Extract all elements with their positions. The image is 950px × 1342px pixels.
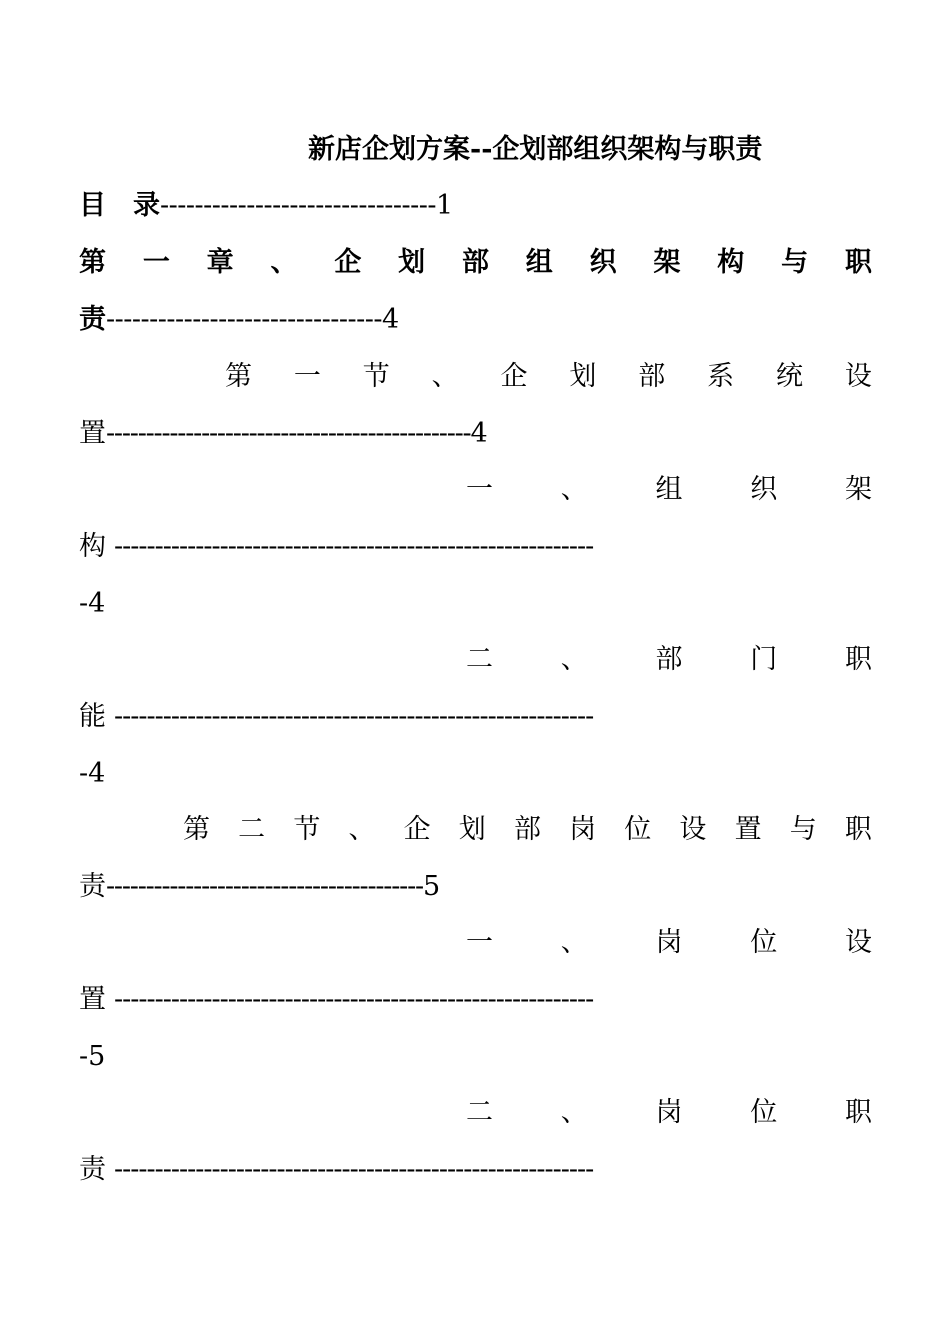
- toc-char: 位: [624, 814, 652, 845]
- toc-char: 划: [569, 361, 597, 392]
- toc-entry-item-2-1-line1[interactable]: [466, 923, 872, 963]
- toc-leader: -----------------------------------------------------------: [114, 1154, 594, 1185]
- toc-page-number: 4: [470, 418, 488, 449]
- toc-char: 、: [431, 361, 459, 392]
- toc-leader: ----------------------------------------: [106, 871, 423, 902]
- toc-char: 设: [845, 927, 872, 958]
- toc-char: 第: [79, 247, 106, 278]
- toc-char: 设: [679, 814, 707, 845]
- toc-entry-section-1-line2[interactable]: [79, 414, 872, 454]
- toc-char: 部: [513, 814, 541, 845]
- toc-entry-item-1-1-line1[interactable]: [466, 470, 872, 510]
- toc-entry-section-2-line2[interactable]: [79, 867, 872, 907]
- toc-char: 一: [293, 361, 321, 392]
- toc-entry-item-1-1-line2[interactable]: [79, 527, 872, 567]
- toc-char: 第: [225, 361, 252, 392]
- toc-entry-section-2-line1[interactable]: [183, 810, 872, 850]
- toc-char: 划: [458, 814, 486, 845]
- toc-char: 二: [466, 1097, 493, 1128]
- toc-char: 企: [403, 814, 431, 845]
- toc-entry-item-1-2-line2[interactable]: [79, 697, 872, 737]
- toc-entry-item-2-1-line2[interactable]: [79, 980, 872, 1020]
- toc-char: 置: [734, 814, 762, 845]
- toc-page-number: 4: [381, 304, 400, 335]
- toc-page-number: -5: [79, 1041, 106, 1072]
- toc-leader: ----------------------------------------------: [106, 418, 471, 449]
- toc-char: 组: [525, 247, 553, 278]
- toc-char: 、: [348, 814, 376, 845]
- toc-entry-section-1-line1[interactable]: [225, 357, 872, 397]
- toc-page-number: -4: [79, 758, 106, 789]
- toc-leader: --------------------------------: [160, 190, 436, 221]
- toc-char: 、: [560, 644, 588, 675]
- toc-entry-chapter-1-line1[interactable]: [79, 243, 872, 283]
- toc-page-number: 1: [435, 190, 454, 221]
- toc-char: 职: [844, 247, 872, 278]
- toc-char: 部: [638, 361, 666, 392]
- toc-char: 二: [466, 644, 493, 675]
- toc-char: 责: [79, 871, 106, 902]
- toc-char: 责: [79, 1154, 106, 1185]
- toc-entry-item-2-2-line2[interactable]: [79, 1150, 872, 1190]
- toc-leader: -----------------------------------------------------------: [114, 701, 594, 732]
- toc-char: 、: [270, 247, 298, 278]
- toc-char: 章: [206, 247, 234, 278]
- toc-char: 节: [293, 814, 321, 845]
- toc-char: 架: [653, 247, 681, 278]
- toc-entry-item-1-2-line1[interactable]: [466, 640, 872, 680]
- toc-char: 位: [750, 927, 778, 958]
- toc-entry-contents[interactable]: [79, 186, 872, 226]
- toc-page-number: -4: [79, 588, 106, 619]
- toc-char: 能: [79, 701, 106, 732]
- toc-char: 架: [845, 474, 872, 505]
- toc-char: 企: [500, 361, 528, 392]
- toc-char: 岗: [655, 1097, 683, 1128]
- toc-char: 职: [845, 644, 872, 675]
- toc-char: 构: [717, 247, 745, 278]
- toc-char: 系: [707, 361, 735, 392]
- toc-char: 一: [142, 247, 170, 278]
- toc-char: 责: [79, 304, 106, 335]
- toc-char: 部: [655, 644, 683, 675]
- toc-char: 划: [398, 247, 426, 278]
- toc-char: 一: [466, 474, 493, 505]
- toc-char: 设: [844, 361, 872, 392]
- toc-leader: --------------------------------: [106, 304, 382, 335]
- toc-char: 、: [560, 1097, 588, 1128]
- toc-entry-item-1-1-line3[interactable]: [79, 584, 872, 624]
- toc-leader: -----------------------------------------------------------: [114, 984, 594, 1015]
- toc-char: 职: [845, 1097, 872, 1128]
- toc-char: 门: [750, 644, 778, 675]
- toc-page-number: 5: [422, 871, 441, 902]
- toc-char: 岗: [569, 814, 597, 845]
- toc-char: 构: [79, 531, 106, 562]
- toc-entry-item-1-2-line3[interactable]: [79, 754, 872, 794]
- toc-char: 节: [362, 361, 390, 392]
- toc-char: 组: [655, 474, 683, 505]
- toc-leader: -----------------------------------------------------------: [114, 531, 594, 562]
- toc-char: 置: [79, 984, 106, 1015]
- toc-char: 置: [79, 418, 106, 449]
- toc-char: 与: [781, 247, 809, 278]
- toc-char: 统: [776, 361, 803, 392]
- toc-entry-chapter-1-line2[interactable]: [79, 300, 872, 340]
- toc-char: 织: [589, 247, 617, 278]
- toc-entry-item-2-2-line1[interactable]: [466, 1093, 872, 1133]
- toc-entry-item-2-1-line3[interactable]: [79, 1037, 872, 1077]
- toc-char: 、: [560, 927, 588, 958]
- toc-char: 录: [133, 190, 160, 221]
- toc-char: 目: [79, 190, 106, 221]
- toc-char: 企: [334, 247, 362, 278]
- toc-char: 位: [750, 1097, 778, 1128]
- toc-char: 织: [750, 474, 778, 505]
- toc-char: 、: [560, 474, 588, 505]
- toc-char: 一: [466, 927, 493, 958]
- toc-char: 二: [238, 814, 266, 845]
- toc-char: 第: [183, 814, 210, 845]
- toc-char: 岗: [655, 927, 683, 958]
- document-title: 新店企划方案--企划部组织架构与职责: [308, 134, 763, 165]
- toc-char: 与: [789, 814, 817, 845]
- toc-char: 职: [844, 814, 872, 845]
- toc-char: 部: [461, 247, 489, 278]
